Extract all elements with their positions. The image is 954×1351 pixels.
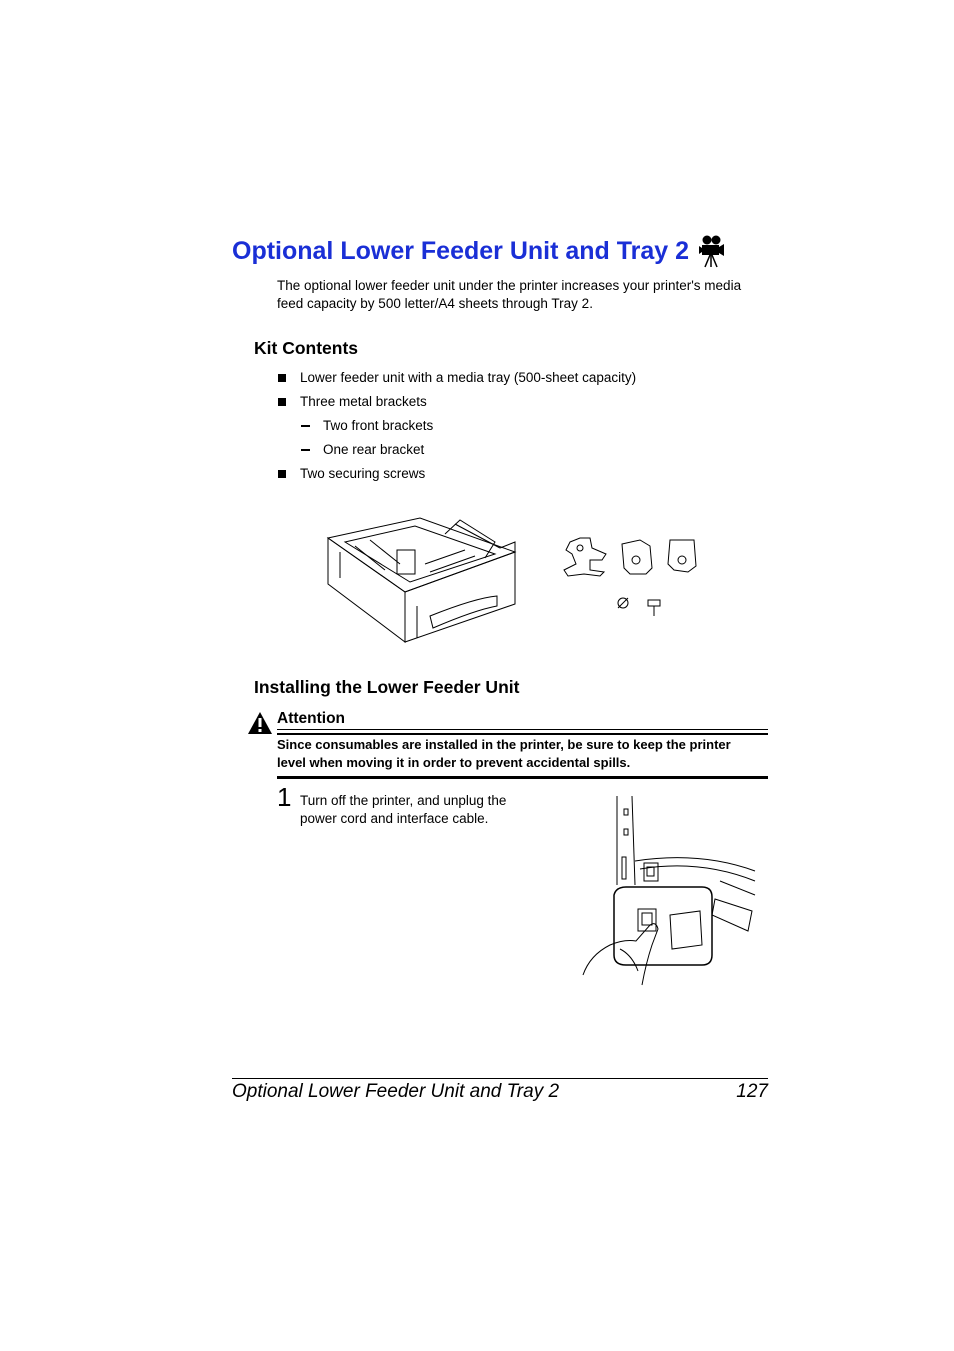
page-title-text: Optional Lower Feeder Unit and Tray 2 <box>232 236 690 265</box>
feeder-unit-illustration <box>325 512 525 647</box>
footer-title: Optional Lower Feeder Unit and Tray 2 <box>232 1081 560 1102</box>
bullet-icon <box>278 398 286 406</box>
list-item <box>278 370 636 385</box>
attention-top-rule <box>277 729 768 730</box>
page-title <box>232 234 725 268</box>
attention-bottom-rule <box>277 776 768 779</box>
list-item-text: Lower feeder unit with a media tray (500-sheet capacity) <box>300 370 637 385</box>
list-item-text: Two securing screws <box>300 466 426 481</box>
sub-list-item-text: Two front brackets <box>323 418 434 433</box>
kit-contents-heading: Kit Contents <box>254 338 359 358</box>
video-camera-icon[interactable] <box>697 234 725 268</box>
footer-rule <box>232 1078 768 1079</box>
dash-icon <box>301 449 310 451</box>
list-item <box>278 466 425 481</box>
installing-heading: Installing the Lower Feeder Unit <box>254 677 520 697</box>
page-number: 127 <box>736 1081 768 1102</box>
intro-paragraph: The optional lower feeder unit under the printer increases your printer's media feed capacity by 500 letter/A4 sheets through Tray 2. <box>277 278 742 311</box>
sub-list-item <box>301 442 424 457</box>
list-item <box>278 394 427 409</box>
dash-icon <box>301 425 310 427</box>
list-item-text: Three metal brackets <box>300 394 427 409</box>
step-number: 1 <box>277 782 292 812</box>
attention-title: Attention <box>277 710 346 727</box>
unplug-illustration <box>580 795 756 987</box>
bullet-icon <box>278 374 286 382</box>
attention-top-rule-thick <box>277 733 768 735</box>
sub-list-item-text: One rear bracket <box>323 442 425 457</box>
attention-text: Since consumables are installed in the printer, be sure to keep the printer level when moving it in order to prevent accidental spills. <box>277 737 731 770</box>
warning-icon <box>247 711 273 735</box>
brackets-illustration <box>560 534 705 620</box>
step-text: Turn off the printer, and unplug the power cord and interface cable. <box>300 793 507 826</box>
bullet-icon <box>278 470 286 478</box>
sub-list-item <box>301 418 433 433</box>
